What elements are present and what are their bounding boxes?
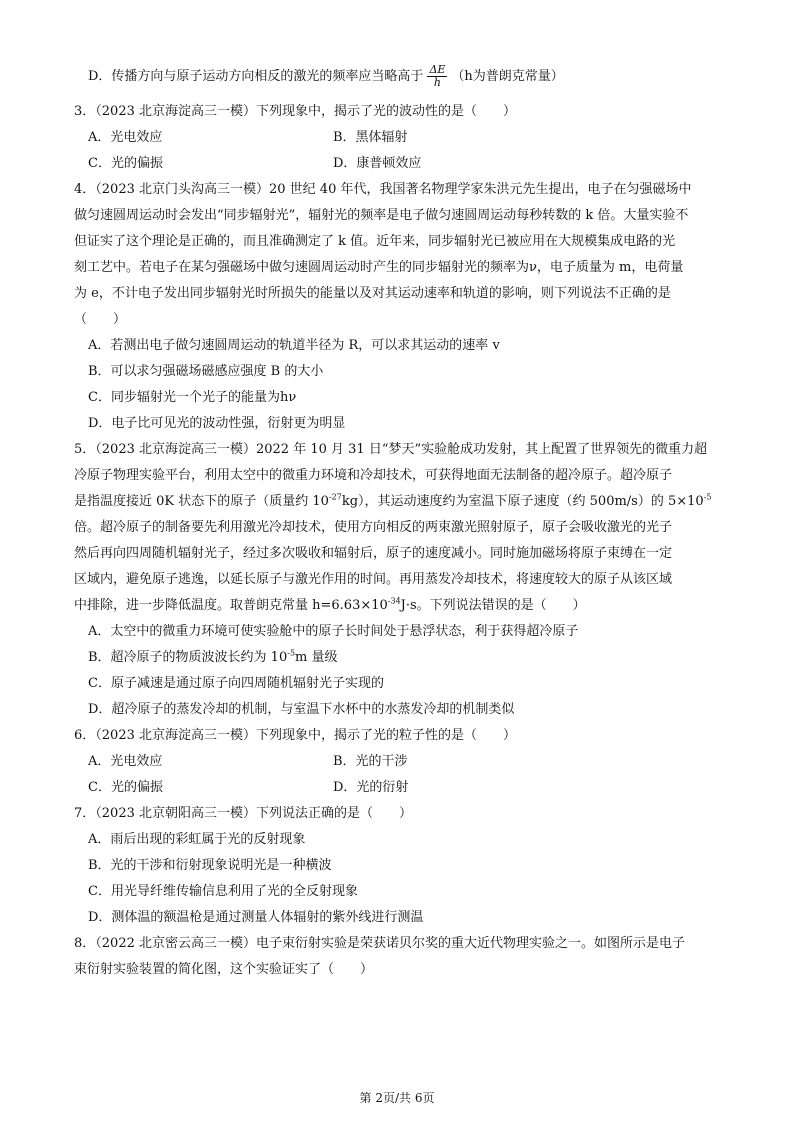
question-5-stem-line-4: 倍。超冷原子的制备要先利用激光冷却技术，使用方向相反的两束激光照射原子，原子会吸收激光的光子	[74, 520, 673, 535]
question-5-option-a: A．太空中的微重力环境可使实验舱中的原子长时间处于悬浮状态，利于获得超冷原子	[88, 624, 579, 639]
question-5-stem-line-6: 区域内，避免原子逃逸，以延长原子与激光作用的时间。再用蒸发冷却技术，将速度较大的原子从该区域	[74, 572, 673, 587]
question-4-stem-line-5: 为 e，不计电子发出同步辐射光时所损失的能量以及对其运动速率和轨道的影响，则下列说法不正确的是	[74, 286, 671, 301]
exponent: -34	[387, 596, 401, 606]
question-4-stem-line-1: 4．（2023 北京门头沟高三一模）20 世纪 40 年代，我国著名物理学家朱洪元先生提出，电子在匀强磁场中	[74, 182, 692, 197]
question-3-option-b: B．黑体辐射	[333, 130, 408, 145]
question-5-option-c: C．原子减速是通过原子向四周随机辐射光子实现的	[88, 676, 384, 691]
question-7-option-c: C．用光导纤维传输信息利用了光的全反射现象	[88, 884, 358, 899]
question-6-option-a: A．光电效应	[88, 754, 163, 769]
question-6-option-d: D．光的衍射	[333, 780, 409, 795]
question-5-stem-line-3: 是指温度接近 0K 状态下的原子（质量约 $10^{-27}kg$），其运动速度约为室温下原子速度（约 500m/s）的 $5\times 10^{-5}$	[74, 492, 712, 509]
question-7-option-b: B．光的干涉和衍射现象说明光是一种横波	[88, 858, 332, 873]
question-5-option-d: D．超冷原子的蒸发冷却的机制，与室温下水杯中的水蒸发冷却的机制类似	[88, 702, 515, 717]
fraction-numerator: ΔE	[429, 63, 446, 76]
question-6-stem: 6．（2023 北京海淀高三一模）下列现象中，揭示了光的粒子性的是（ ）	[74, 728, 516, 743]
question-8-stem-line-2: 束衍射实验装置的简化图，这个实验证实了（ ）	[74, 962, 374, 977]
question-4-option-c: C．同步辐射光一个光子的能量为hν	[88, 390, 297, 405]
question-7-option-a: A．雨后出现的彩虹属于光的反射现象	[88, 832, 306, 847]
option-note: （h为普朗克常量）	[451, 69, 564, 84]
question-7-stem: 7．（2023 北京朝阳高三一模）下列说法正确的是（ ）	[74, 806, 412, 821]
question-5-stem-line-5: 然后再向四周随机辐射光子，经过多次吸收和辐射后，原子的速度减小。同时施加磁场将原子束缚在一定	[74, 546, 673, 561]
question-4-stem-line-2: 做匀速圆周运动时会发出“同步辐射光”，辐射光的频率是电子做匀速圆周运动每秒转数的 k 倍。大量实验不	[74, 208, 689, 223]
question-3-option-a: A．光电效应	[88, 130, 163, 145]
option-text: D．传播方向与原子运动方向相反的激光的频率应当略高于	[88, 69, 424, 84]
page-number-footer: 第 2页/共 6页	[359, 1091, 435, 1105]
question-4-stem-line-6: （ ）	[74, 312, 127, 327]
question-5-stem-line-1: 5．（2023 北京海淀高三一模）2022 年 10 月 31 日“梦天”实验舱成功发射，其上配置了世界领先的微重力超	[74, 442, 708, 457]
question-4-option-d: D．电子比可见光的波动性强，衍射更为明显	[88, 416, 346, 431]
question-6-option-c: C．光的偏振	[88, 780, 163, 795]
question-6-option-b: B．光的干涉	[333, 754, 408, 769]
question-2-option-d	[88, 64, 738, 89]
question-4-option-b: B．可以求匀强磁场磁感应强度 B 的大小	[88, 364, 324, 379]
question-7-option-d: D．测体温的额温枪是通过测量人体辐射的紫外线进行测温	[88, 910, 424, 925]
question-4-stem-line-3: 但证实了这个理论是正确的，而且准确测定了 k 值。近年来，同步辐射光已被应用在大规模集成电路的光	[74, 234, 676, 249]
exponent: -27	[328, 492, 342, 502]
exponent: -5	[287, 648, 296, 658]
question-5-option-b: B．超冷原子的物质波波长约为 $10^{-5}m$ 量级	[88, 648, 338, 665]
question-8-stem-line-1: 8．（2022 北京密云高三一模）电子束衍射实验是荣获诺贝尔奖的重大近代物理实验之一。如图所示是电子	[74, 936, 685, 951]
question-4-stem-line-4: 刻工艺中。若电子在某匀强磁场中做匀速圆周运动时产生的同步辐射光的频率为ν，电子质量为 m，电荷量	[74, 260, 684, 275]
fraction	[427, 64, 447, 89]
exponent: -5	[703, 492, 712, 502]
question-3-option-c: C．光的偏振	[88, 156, 163, 171]
question-4-option-a: A．若测出电子做匀速圆周运动的轨道半径为 R，可以求其运动的速率 v	[88, 338, 500, 353]
question-5-stem-line-7: 中排除，进一步降低温度。取普朗克常量 $h=6.63\times 10^{-34}J\cdot s$。下列说法错误的是（ ）	[74, 596, 586, 613]
question-5-stem-line-2: 冷原子物理实验平台，利用太空中的微重力环境和冷却技术，可获得地面无法制备的超冷原子。超冷原子	[74, 468, 673, 483]
question-3-option-d: D．康普顿效应	[333, 156, 422, 171]
question-3-stem: 3．（2023 北京海淀高三一模）下列现象中，揭示了光的波动性的是（ ）	[74, 104, 516, 119]
fraction-denominator: h	[433, 76, 441, 89]
